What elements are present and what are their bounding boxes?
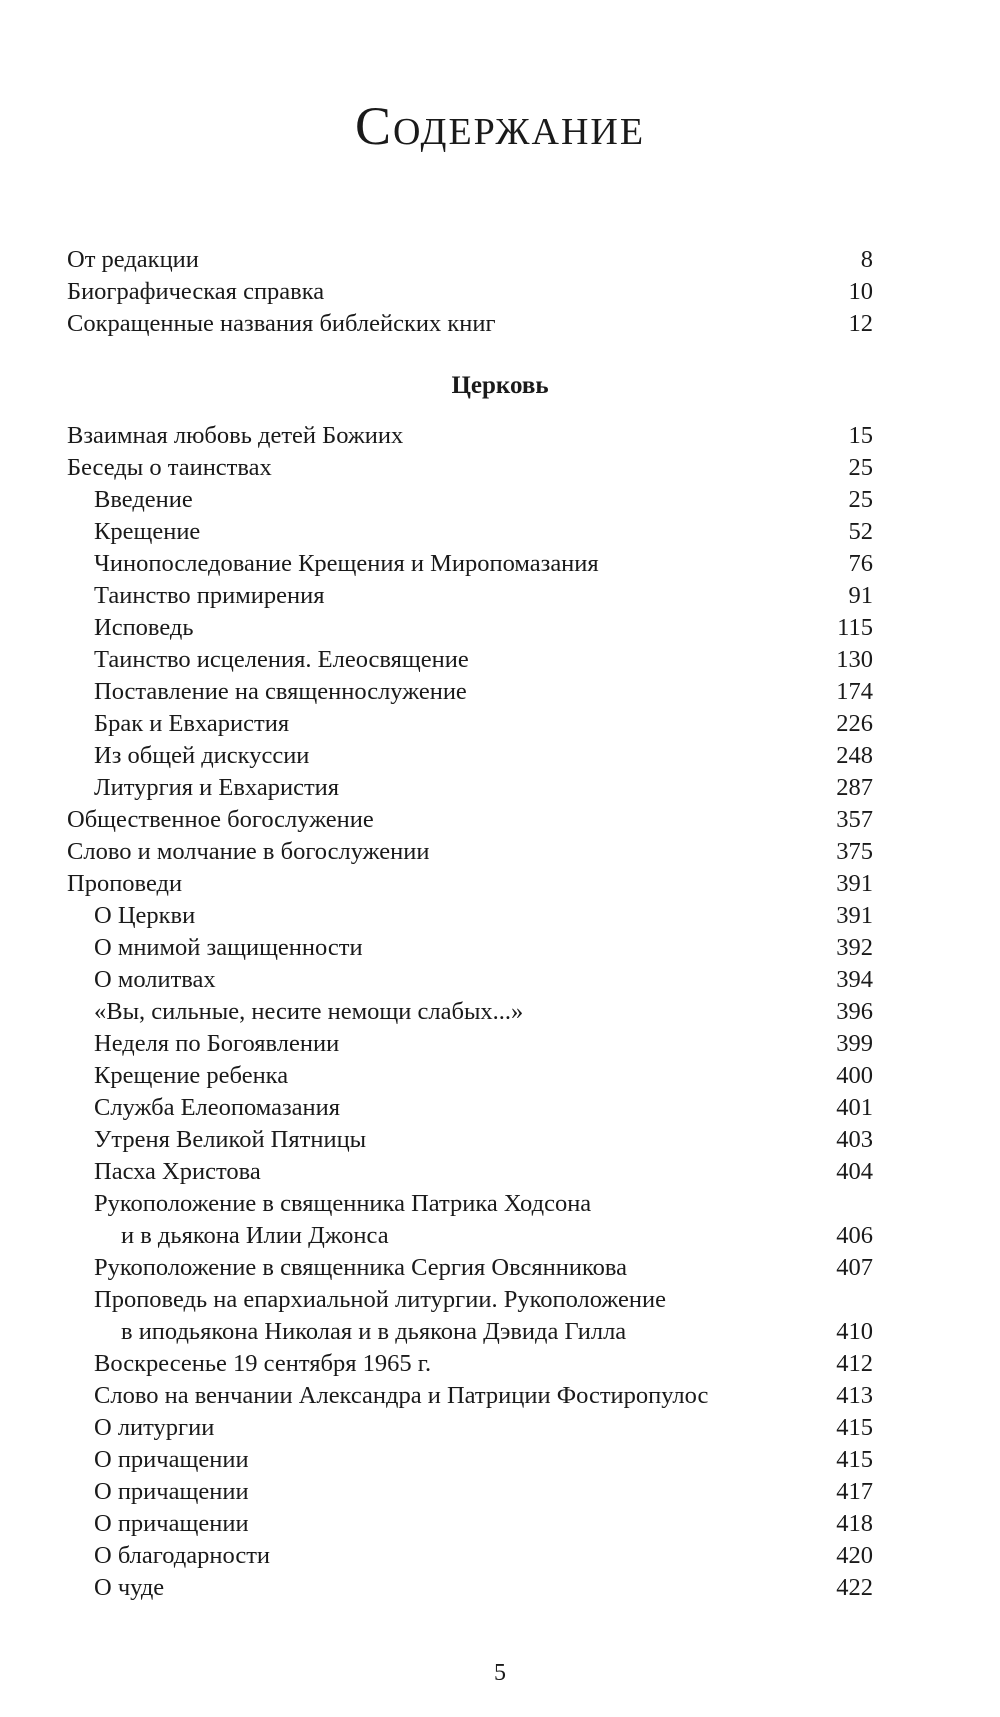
- toc-page-number: 25: [848, 454, 873, 481]
- toc-page-number: 25: [848, 486, 873, 513]
- toc-entry-text: О причащении: [94, 1446, 249, 1473]
- toc-entry-text: От редакции: [67, 246, 199, 273]
- toc-entry: [67, 1348, 873, 1380]
- toc-entry-text: Взаимная любовь детей Божиих: [67, 422, 404, 449]
- toc-entry: [67, 1380, 873, 1412]
- toc-entry-text: Крещение: [94, 518, 201, 545]
- toc-entry: [67, 1028, 873, 1060]
- toc-entry: [67, 452, 873, 484]
- toc-entry: [67, 276, 873, 308]
- toc-entry: [67, 1060, 873, 1092]
- toc-entry: [67, 1092, 873, 1124]
- toc-entry: [67, 1252, 873, 1284]
- toc-entry-text: Таинство исцеления. Елеосвящение: [94, 646, 469, 673]
- toc-entry: [67, 1124, 873, 1156]
- toc-entry-text: О чуде: [94, 1574, 165, 1601]
- toc-entry-text: Служба Елеопомазания: [94, 1094, 341, 1121]
- toc-entry-text: Общественное богослужение: [67, 806, 374, 833]
- toc-page-number: 404: [836, 1158, 873, 1185]
- toc-entry-text: Слово на венчании Александра и Патриции Фостиропулос: [94, 1382, 709, 1409]
- toc-page-number: 248: [836, 742, 873, 769]
- toc-entry-text: О благодарности: [94, 1542, 271, 1569]
- toc-entry-text: Пасха Христова: [94, 1158, 261, 1185]
- toc-entry-text: О молитвах: [94, 966, 216, 993]
- toc-page-number: 12: [848, 310, 873, 337]
- toc-page-number: 412: [836, 1350, 873, 1377]
- toc-entry-text: «Вы, сильные, несите немощи слабых...»: [94, 998, 524, 1025]
- toc-page-number: 422: [836, 1574, 873, 1601]
- toc-entry: [67, 868, 873, 900]
- toc-entry: [67, 580, 873, 612]
- toc-entry-text: Слово и молчание в богослужении: [67, 838, 430, 865]
- toc-entry-text: Литургия и Евхаристия: [94, 774, 340, 801]
- page-title: Содержание: [354, 96, 646, 156]
- toc-entry-text: О Церкви: [94, 902, 196, 929]
- toc-page-number: 413: [836, 1382, 873, 1409]
- toc-entry-continuation: и в дьякона Илии Джонса: [121, 1222, 389, 1249]
- toc-page-number: 401: [836, 1094, 873, 1121]
- toc-page-number: 357: [836, 806, 873, 833]
- toc-entry-text: Таинство примирения: [94, 582, 325, 609]
- toc-entry: [67, 308, 873, 340]
- toc-entry: [67, 1412, 873, 1444]
- toc-page-number: 15: [848, 422, 873, 449]
- toc-page-number: 400: [836, 1062, 873, 1089]
- toc-entry: [67, 996, 873, 1028]
- toc-page-number: 130: [836, 646, 873, 673]
- toc-page-number: 406: [836, 1222, 873, 1249]
- toc-entry: [67, 612, 873, 644]
- toc-entry: [67, 676, 873, 708]
- toc-entry: [67, 772, 873, 804]
- section-heading: Церковь: [451, 372, 549, 399]
- toc-entry: [67, 516, 873, 548]
- toc-page-number: 226: [836, 710, 873, 737]
- toc-entry-text: Проповеди: [67, 870, 183, 897]
- toc-entry: [67, 964, 873, 996]
- toc-entry-text: Рукоположение в священника Патрика Ходсона: [94, 1190, 592, 1217]
- toc-entry: [67, 1444, 873, 1476]
- toc-entry-text: Поставление на священнослужение: [94, 678, 467, 705]
- toc-entry: [67, 484, 873, 516]
- toc-entry-text: О причащении: [94, 1510, 249, 1537]
- toc-page-number: 375: [836, 838, 873, 865]
- toc-entry-text: О мнимой защищенности: [94, 934, 363, 961]
- toc-entry-text: Крещение ребенка: [94, 1062, 289, 1089]
- toc-page-number: 417: [836, 1478, 873, 1505]
- toc-page-number: 174: [836, 678, 873, 705]
- toc-page-number: 394: [836, 966, 873, 993]
- toc-page-number: 415: [836, 1414, 873, 1441]
- toc-entry-text: Исповедь: [94, 614, 194, 641]
- toc-entry: [67, 644, 873, 676]
- toc-entry-text: Из общей дискуссии: [94, 742, 310, 769]
- toc-page-number: 391: [836, 902, 873, 929]
- toc-entry: [67, 708, 873, 740]
- toc-page-number: 399: [836, 1030, 873, 1057]
- toc-page-number: 403: [836, 1126, 873, 1153]
- toc-page-number: 52: [848, 518, 873, 545]
- page-number-footer: 5: [494, 1660, 506, 1686]
- toc-entry: [67, 1572, 873, 1604]
- toc-entry: [67, 900, 873, 932]
- toc-page-number: 8: [860, 246, 873, 273]
- toc-entry-text: Биографическая справка: [67, 278, 325, 305]
- toc-page-number: 287: [836, 774, 873, 801]
- toc-entry: [67, 740, 873, 772]
- toc-entry: [67, 836, 873, 868]
- toc-entry: [67, 244, 873, 276]
- toc-entry-text: Рукоположение в священника Сергия Овсянникова: [94, 1254, 628, 1281]
- toc-entry: [67, 804, 873, 836]
- toc-page-number: 115: [837, 614, 873, 641]
- toc-entry-text: Утреня Великой Пятницы: [94, 1126, 367, 1153]
- toc-page-number: 10: [848, 278, 873, 305]
- toc-entry-text: Сокращенные названия библейских книг: [67, 310, 496, 337]
- toc-entry: [67, 1156, 873, 1188]
- toc-page-number: 420: [836, 1542, 873, 1569]
- toc-entry-text: Чинопоследование Крещения и Миропомазания: [94, 550, 599, 577]
- toc-entry: [67, 420, 873, 452]
- toc-page-number: 415: [836, 1446, 873, 1473]
- toc-entry: [67, 1188, 873, 1252]
- toc-entry-text: О литургии: [94, 1414, 215, 1441]
- toc-page-number: 76: [848, 550, 873, 577]
- toc-page-number: 391: [836, 870, 873, 897]
- toc-entry-text: Брак и Евхаристия: [94, 710, 290, 737]
- toc-entry: [67, 1540, 873, 1572]
- toc-intro-list: [67, 244, 873, 340]
- toc-page-number: 91: [848, 582, 873, 609]
- toc-page-number: 410: [836, 1318, 873, 1345]
- toc-page-number: 396: [836, 998, 873, 1025]
- toc-entry-text: Воскресенье 19 сентября 1965 г.: [94, 1350, 432, 1377]
- toc-page-number: 418: [836, 1510, 873, 1537]
- toc-entry-continuation: в иподьякона Николая и в дьякона Дэвида Гилла: [121, 1318, 627, 1345]
- toc-entry: [67, 1476, 873, 1508]
- toc-entry: [67, 932, 873, 964]
- toc-entry-text: Проповедь на епархиальной литургии. Рукоположение: [94, 1286, 666, 1313]
- toc-entry-text: О причащении: [94, 1478, 249, 1505]
- toc-entry: [67, 1508, 873, 1540]
- toc-entry: [67, 548, 873, 580]
- toc-entry-text: Неделя по Богоявлении: [94, 1030, 340, 1057]
- toc-page-number: 407: [836, 1254, 873, 1281]
- toc-main-list: [67, 420, 873, 1604]
- toc-entry-text: Введение: [94, 486, 193, 513]
- toc-entry: [67, 1284, 873, 1348]
- toc-page-number: 392: [836, 934, 873, 961]
- toc-entry-text: Беседы о таинствах: [67, 454, 272, 481]
